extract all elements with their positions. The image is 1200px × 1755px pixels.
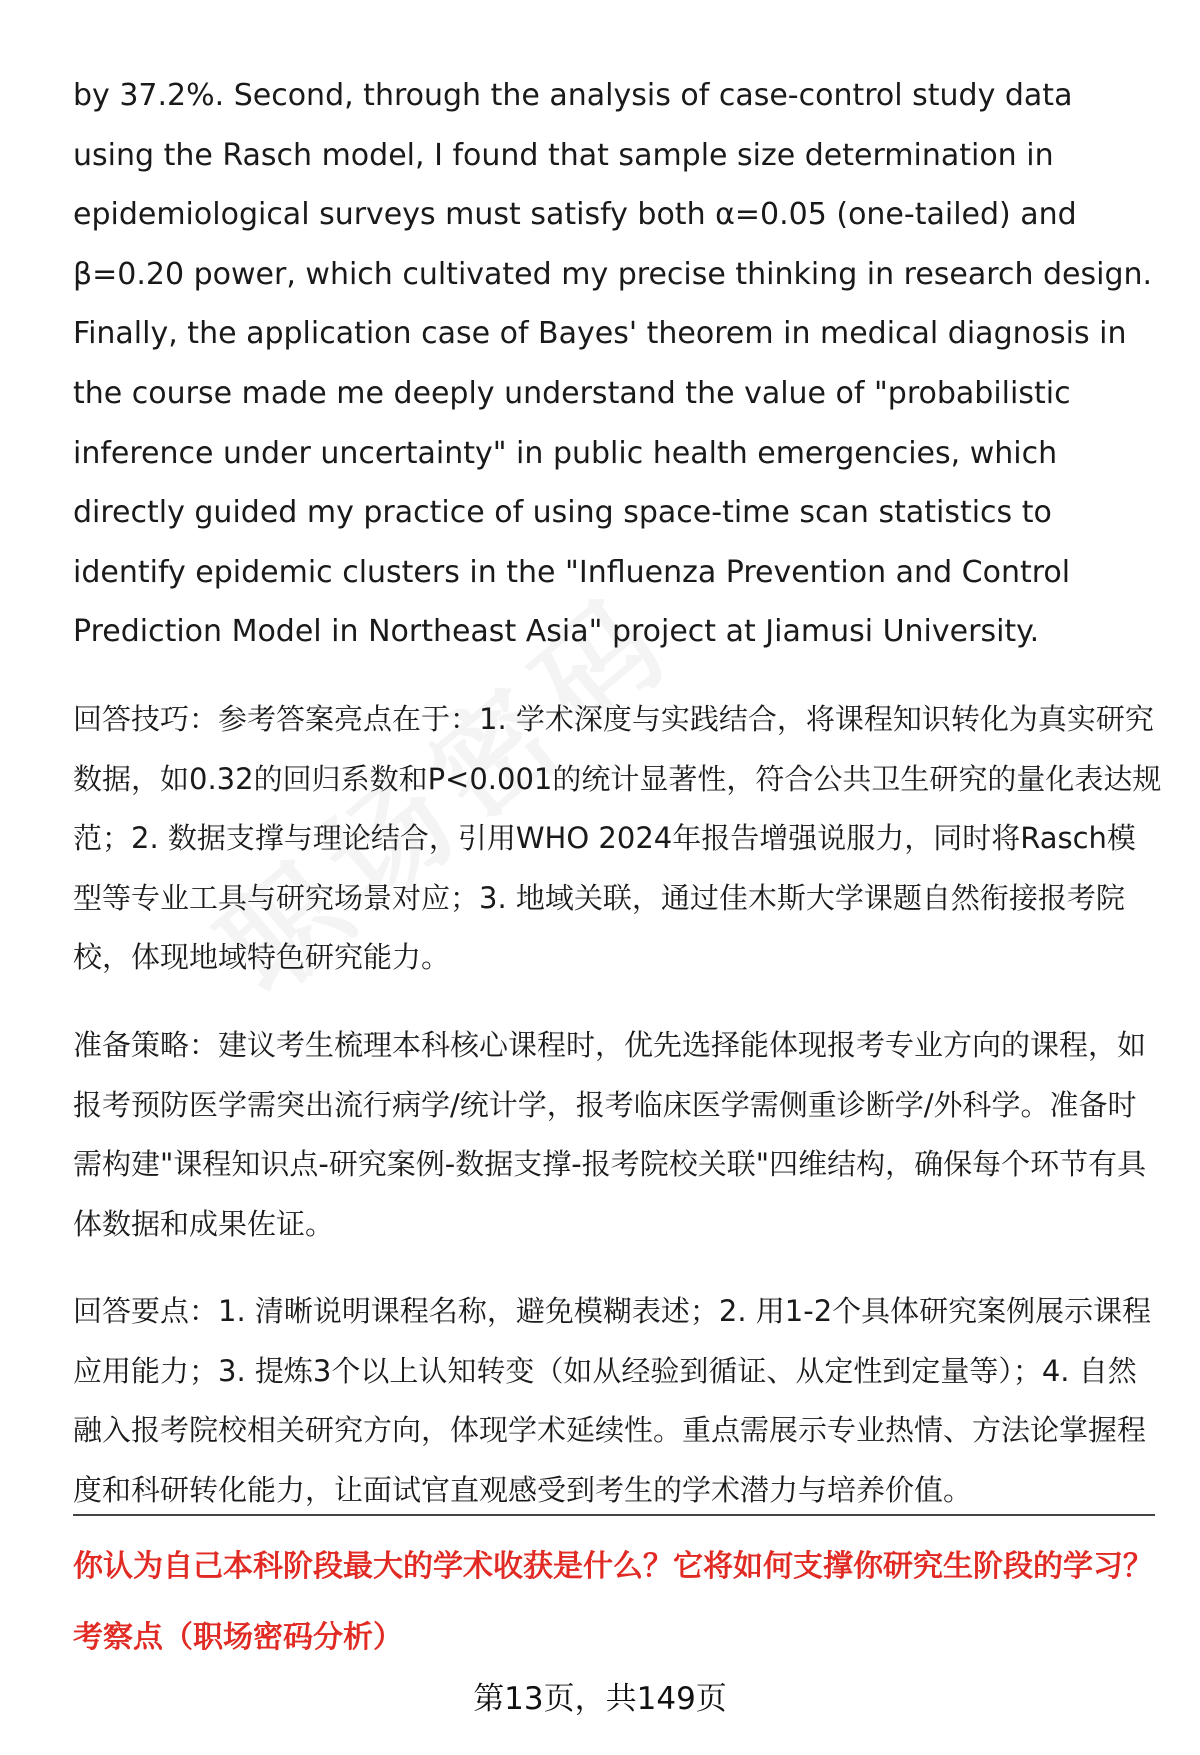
document-body [73,66,1163,1521]
next-question-title: 你认为自己本科阶段最大的学术收获是什么？它将如何支撑你研究生阶段的学习？ [73,1549,1153,1584]
assessment-point-heading: 考察点（职场密码分析） [73,1620,403,1655]
paragraph-gap [73,988,1163,1016]
section-divider [73,1514,1155,1516]
answer-continuation-paragraph: by 37.2%. Second, through the analysis of case-control study data using the Rasch model, I found that sample size determination in epidemiological surveys must satisfy both α=0.05 (one-tailed) and β=0.20 power, which cultivated my precise thinking in research design. Finally, the application case of Bayes' theorem in medical diagnosis in the course made me deeply understand the value of "probabilistic inference under uncertainty" in public health emergencies, which directly guided my practice of using space-time scan statistics to identify epidemic clusters in the "Influenza Prevention and Control Prediction Model in Northeast Asia" project at Jiamusi University. [73,78,1153,650]
paragraph-gap [73,1254,1163,1282]
prep-strategy-paragraph: 准备策略：建议考生梳理本科核心课程时，优先选择能体现报考专业方向的课程，如报考预防医学需突出流行病学/统计学，报考临床医学需侧重诊断学/外科学。准备时需构建"课程知识点-研究案例-数据支撑-报考院校关联"四维结构，确保每个环节有具体数据和成果佐证。 [73,1027,1147,1241]
answer-tips-paragraph: 回答技巧：参考答案亮点在于：1. 学术深度与实践结合，将课程知识转化为真实研究数据，如0.32的回归系数和P<0.001的统计显著性，符合公共卫生研究的量化表达规范；2. 数据支撑与理论结合，引用WHO 2024年报告增强说服力，同时将Rasch模型等专业工具与研究场景对应；3. 地域关联，通过佳木斯大学课题自然衔接报考院校，体现地域特色研究能力。 [73,701,1162,975]
paragraph-gap [73,662,1163,690]
key-points-paragraph: 回答要点：1. 清晰说明课程名称，避免模糊表述；2. 用1-2个具体研究案例展示课程应用能力；3. 提炼3个以上认知转变（如从经验到循证、从定性到定量等）；4. 自然融入报考院校相关研究方向，体现学术延续性。重点需展示专业热情、方法论掌握程度和科研转化能力，让面试官直观感受到考生的学术潜力与培养价值。 [73,1294,1152,1508]
page-number: 第13页，共149页 [473,1681,727,1717]
